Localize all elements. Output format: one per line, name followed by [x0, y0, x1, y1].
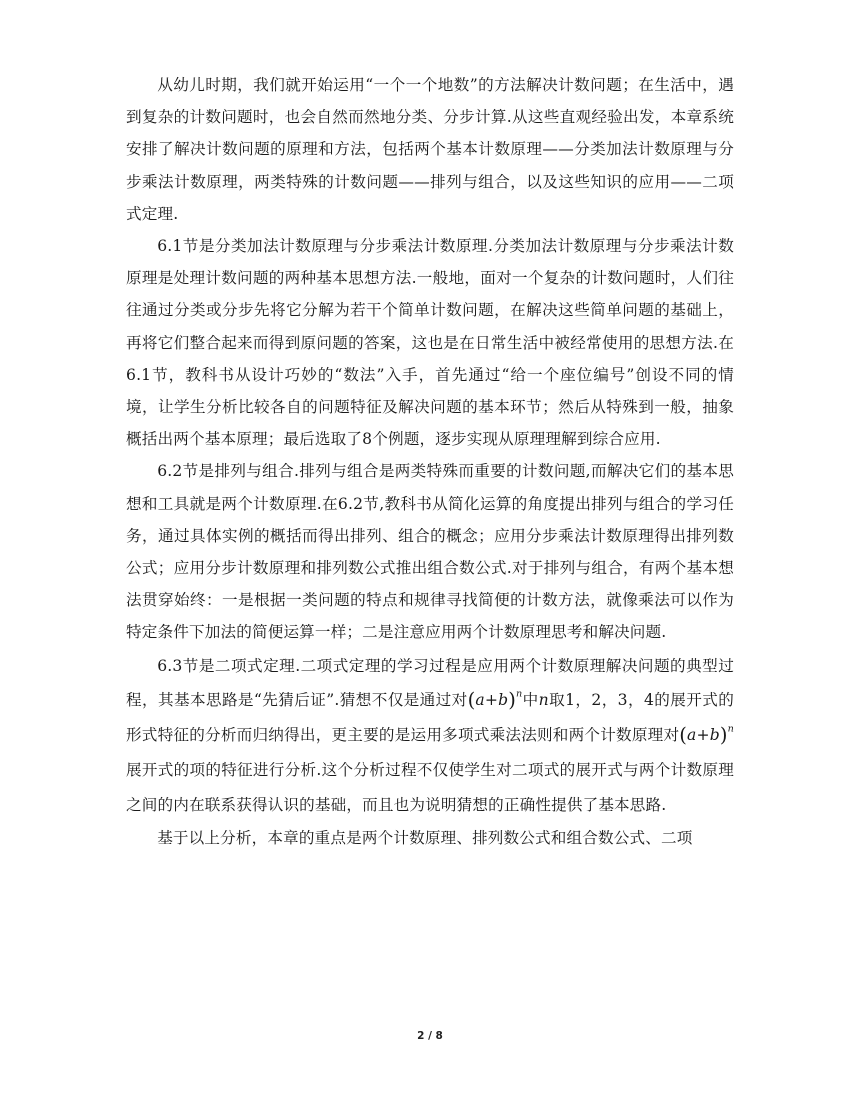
paragraph-text-segment: 中: [522, 691, 539, 710]
formula-close-paren: ): [508, 688, 516, 712]
formula-close-paren: ): [719, 723, 728, 747]
formula-var-a: a: [475, 691, 485, 710]
formula-var-b: b: [709, 726, 720, 745]
formula-var-b: b: [498, 691, 509, 710]
formula-open-paren: (: [679, 723, 688, 747]
paragraph-section-6-2: 6.2节是排列与组合.排列与组合是两类特殊而重要的计数问题,而解决它们的基本思想和工具就是两个计数原理.在6.2节,教科书从简化运算的角度提出排列与组合的学习任务，通过具体实例的概括而得出排列、组合的概念；应用分步乘法计数原理得出排列数公式；应用分步计数原理和排列数公式推出组合数公式.对于排列与组合，有两个基本想法贯穿始终：一是根据一类问题的特点和规律寻找简便的计数方法，就像乘法可以作为特定条件下加法的简便运算一样；二是注意应用两个计数原理思考和解决问题.: [126, 462, 734, 642]
formula-plus: +: [696, 726, 710, 745]
variable-n: n: [538, 691, 549, 710]
formula-plus: +: [484, 691, 499, 710]
paragraph-text-segment: 取1，2，3，4的展开式的形式特征的分析而归纳得出，更主要的是运用多项式乘法法则和两个计数原理对: [126, 691, 735, 745]
document-body: [126, 69, 734, 854]
formula-var-a: a: [687, 726, 697, 745]
paragraph-section-6-1: 6.1节是分类加法计数原理与分步乘法计数原理.分类加法计数原理与分步乘法计数原理是处理计数问题的两种基本思想方法.一般地，面对一个复杂的计数问题时，人们往往通过分类或分步先将它分解为若干个简单计数问题，在解决这些简单问题的基础上，再将它们整合起来而得到原问题的答案，这也是在日常生活中被经常使用的思想方法.在6.1节，教科书从设计巧妙的“数法”入手，首先通过“给一个座位编号”创设不同的情境，让学生分析比较各自的问题特征及解决问题的基本环节；然后从特殊到一般，抽象概括出两个基本原理；最后选取了8个例题，逐步实现从原理理解到综合应用.: [126, 237, 734, 449]
formula-open-paren: (: [467, 688, 476, 712]
formula-exponent: n: [516, 688, 523, 700]
paragraph-text-segment: 展开式的项的特征进行分析.这个分析过程不仅使学生对二项式的展开式与两个计数原理之间的内在联系获得认识的基础，而且也为说明猜想的正确性提供了基本思路.: [126, 761, 734, 814]
binomial-formula: [467, 688, 523, 712]
binomial-formula: [679, 723, 734, 747]
paragraph-section-6-3: [126, 649, 734, 823]
paragraph-intro: 从幼儿时期，我们就开始运用“一个一个地数”的方法解决计数问题；在生活中，遇到复杂的计数问题时，也会自然而然地分类、分步计算.从这些直观经验出发，本章系统安排了解决计数问题的原理和方法，包括两个基本计数原理——分类加法计数原理与分步乘法计数原理，两类特殊的计数问题——排列与组合，以及这些知识的应用——二项式定理.: [126, 76, 734, 223]
page-number: 2 / 8: [417, 1030, 443, 1042]
paragraph-text-segment: 6.3节是二项式定理.二项式定理的学习过程是应用两个计数原理解决问题的典型过程，其基本思路是“先猜后证”.猜想不仅是通过对: [126, 656, 734, 710]
paragraph-summary: 基于以上分析，本章的重点是两个计数原理、排列数公式和组合数公式、二项: [157, 829, 693, 848]
formula-exponent: n: [727, 723, 734, 735]
